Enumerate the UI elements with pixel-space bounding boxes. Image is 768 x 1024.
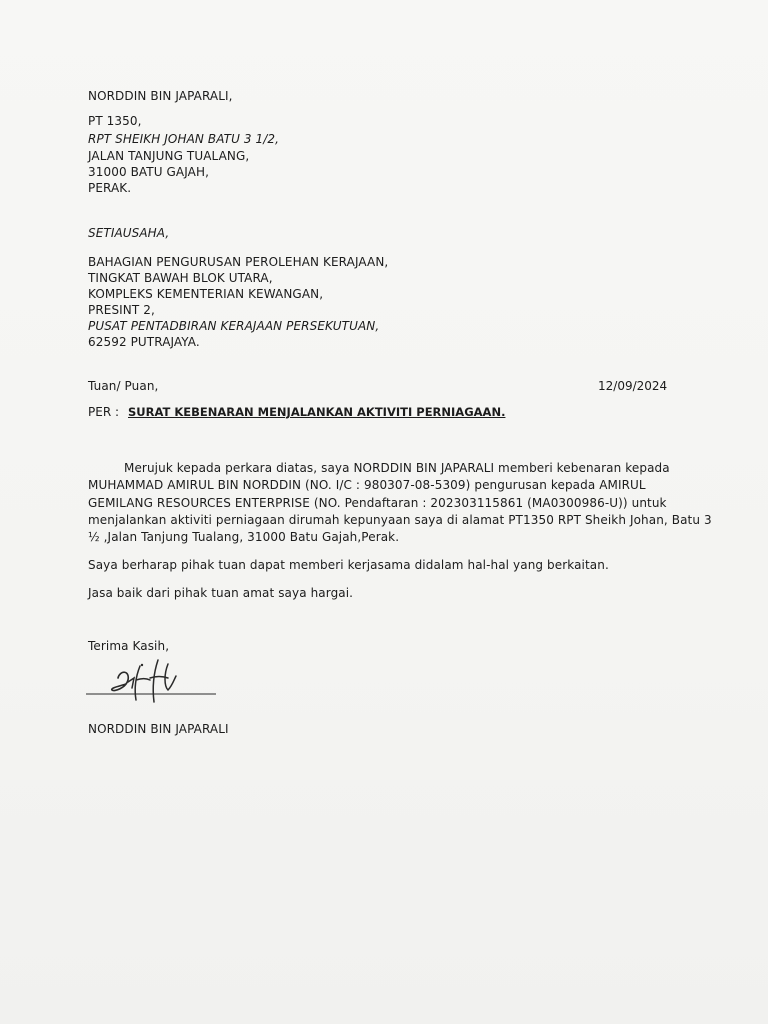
sender-address-line: PERAK. [88,181,132,195]
signature-image [84,656,224,706]
sender-name: NORDDIN BIN JAPARALI, [88,89,233,103]
body-paragraph-3: Jasa baik dari pihak tuan amat saya hargai. [88,586,354,600]
recipient-address-line: PRESINT 2, [88,303,155,317]
body-line: menjalankan aktiviti perniagaan dirumah kepunyaan saya di alamat PT1350 RPT Sheikh Johan, Batu 3 [88,513,712,527]
recipient-address-line: PUSAT PENTADBIRAN KERAJAAN PERSEKUTUAN, [88,319,380,333]
signatory-name: NORDDIN BIN JAPARALI [88,722,229,736]
recipient-address-line: KOMPLEKS KEMENTERIAN KEWANGAN, [88,287,324,301]
body-line: MUHAMMAD AMIRUL BIN NORDDIN (NO. I/C : 980307-08-5309) pengurusan kepada AMIRUL [88,478,646,492]
body-paragraph-2: Saya berharap pihak tuan dapat memberi kerjasama didalam hal-hal yang berkaitan. [88,558,609,572]
recipient-title: SETIAUSAHA, [88,226,170,240]
body-line: Merujuk kepada perkara diatas, saya NORDDIN BIN JAPARALI memberi kebenaran kepada [124,461,670,475]
subject-text: SURAT KEBENARAN MENJALANKAN AKTIVITI PERNIAGAAN. [128,405,506,419]
closing: Terima Kasih, [88,639,170,653]
salutation: Tuan/ Puan, [88,379,159,393]
sender-address-line: 31000 BATU GAJAH, [88,165,210,179]
sender-address-line: RPT SHEIKH JOHAN BATU 3 1/2, [88,132,280,146]
recipient-address-line: BAHAGIAN PENGURUSAN PEROLEHAN KERAJAAN, [88,255,389,269]
body-line: GEMILANG RESOURCES ENTERPRISE (NO. Pendaftaran : 202303115861 (MA0300986-U)) untuk [88,496,667,510]
sender-address-line: JALAN TANJUNG TUALANG, [88,149,250,163]
subject-label: PER : [88,405,120,419]
recipient-address-line: 62592 PUTRAJAYA. [88,335,200,349]
sender-address-line: PT 1350, [88,114,142,128]
body-line: ½ ,Jalan Tanjung Tualang, 31000 Batu Gajah,Perak. [88,530,400,544]
letter-date: 12/09/2024 [598,379,668,393]
recipient-address-line: TINGKAT BAWAH BLOK UTARA, [88,271,273,285]
